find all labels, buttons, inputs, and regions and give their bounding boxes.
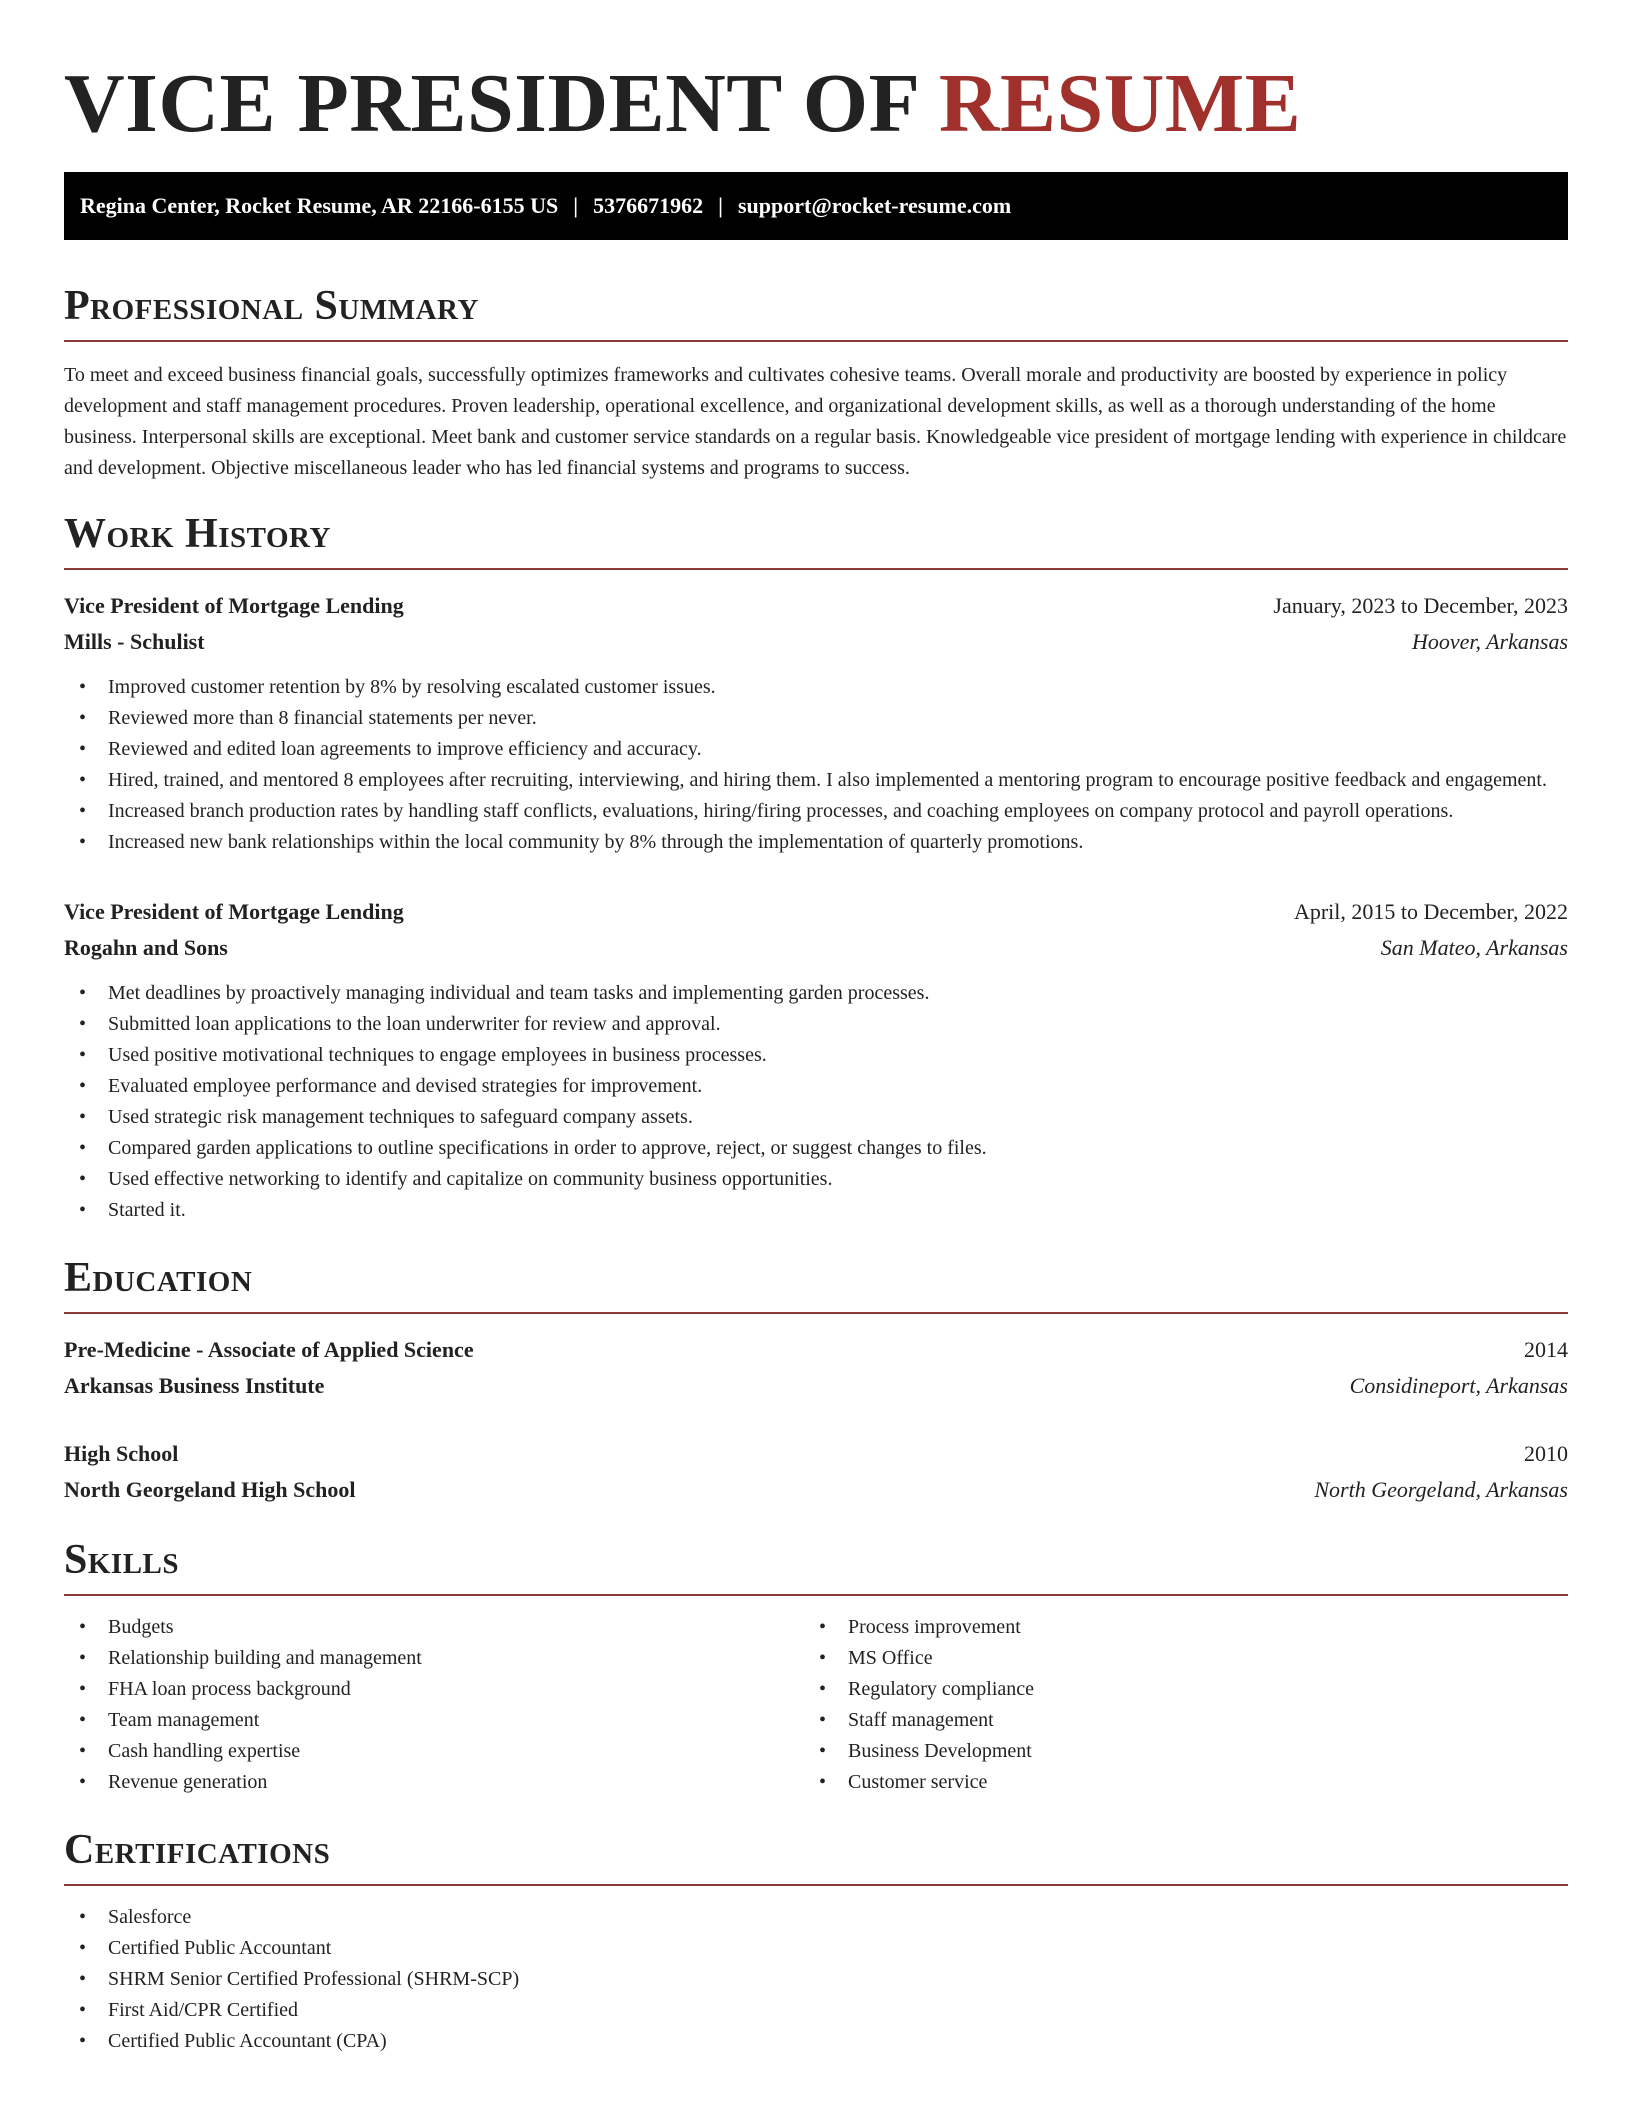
- job-header-row: [64, 894, 1568, 930]
- contact-separator: |: [718, 193, 723, 218]
- education-year: 2014: [1524, 1337, 1568, 1362]
- education-school: North Georgeland High School: [64, 1477, 356, 1502]
- skills-column-1: [64, 1612, 804, 1798]
- education-degree-row: [64, 1436, 1568, 1472]
- job-bullets: [64, 672, 1568, 858]
- job-bullet: • Compared garden applications to outline specifications in order to approve, reject, or suggest changes to files.: [64, 1133, 1568, 1164]
- job-company-row: [64, 930, 1568, 966]
- skill-item: • MS Office: [804, 1643, 1568, 1674]
- resume-title: [64, 58, 1568, 150]
- education-degree-row: [64, 1332, 1568, 1368]
- education-section: [64, 1254, 1568, 1508]
- education-year: 2010: [1524, 1441, 1568, 1466]
- certification-item: • Salesforce: [64, 1902, 1568, 1933]
- work-history-section: [64, 510, 1568, 1226]
- education-school: Arkansas Business Institute: [64, 1373, 325, 1398]
- job-position: Vice President of Mortgage Lending: [64, 593, 404, 618]
- job-entry: [64, 894, 1568, 1226]
- skill-item: • Cash handling expertise: [64, 1736, 804, 1767]
- education-school-row: [64, 1472, 1568, 1508]
- job-bullet: • Met deadlines by proactively managing individual and team tasks and implementing garden processes.: [64, 978, 1568, 1009]
- job-company: Mills - Schulist: [64, 629, 205, 654]
- job-dates: April, 2015 to December, 2022: [1293, 899, 1568, 924]
- skill-item: • Regulatory compliance: [804, 1674, 1568, 1705]
- skills-column-2: [804, 1612, 1568, 1798]
- job-bullet: • Evaluated employee performance and devised strategies for improvement.: [64, 1071, 1568, 1102]
- job-location: Hoover, Arkansas: [1411, 629, 1568, 654]
- skill-item: • Customer service: [804, 1767, 1568, 1798]
- job-position: Vice President of Mortgage Lending: [64, 899, 404, 924]
- job-bullet: • Used strategic risk management techniques to safeguard company assets.: [64, 1102, 1568, 1133]
- certifications-section: [64, 1826, 1568, 2057]
- certification-item: • First Aid/CPR Certified: [64, 1995, 1568, 2026]
- skill-item: • FHA loan process background: [64, 1674, 804, 1705]
- job-bullets: [64, 978, 1568, 1226]
- section-title-skills: Skills: [64, 1536, 1568, 1596]
- skill-item: • Team management: [64, 1705, 804, 1736]
- skill-item: • Budgets: [64, 1612, 804, 1643]
- job-bullet: • Started it.: [64, 1195, 1568, 1226]
- education-location: North Georgeland, Arkansas: [1314, 1477, 1568, 1502]
- section-title-certifications: Certifications: [64, 1826, 1568, 1886]
- contact-separator: |: [573, 193, 579, 218]
- education-degree: High School: [64, 1441, 179, 1466]
- education-school-row: [64, 1368, 1568, 1404]
- section-title-work-history: Work History: [64, 510, 1568, 570]
- job-bullet: • Used effective networking to identify and capitalize on community business opportunities.: [64, 1164, 1568, 1195]
- certification-item: • Certified Public Accountant (CPA): [64, 2026, 1568, 2057]
- job-location: San Mateo, Arkansas: [1380, 935, 1568, 960]
- education-entry: [64, 1436, 1568, 1508]
- job-bullet: • Increased branch production rates by handling staff conflicts, evaluations, hiring/firing processes, and coaching employees on company protocol and payroll operations.: [64, 796, 1568, 827]
- skill-item: • Business Development: [804, 1736, 1568, 1767]
- certification-item: • Certified Public Accountant: [64, 1933, 1568, 1964]
- skills-grid: [64, 1612, 1568, 1798]
- job-bullet: • Reviewed more than 8 financial statements per never.: [64, 703, 1568, 734]
- resume-page: [64, 0, 1568, 2057]
- job-bullet: • Used positive motivational techniques to engage employees in business processes.: [64, 1040, 1568, 1071]
- resume-title-accent: RESUME: [938, 57, 1302, 150]
- job-entry: [64, 588, 1568, 858]
- job-bullet: • Improved customer retention by 8% by resolving escalated customer issues.: [64, 672, 1568, 703]
- summary-text: To meet and exceed business financial goals, successfully optimizes frameworks and cultivates cohesive teams. Overall morale and productivity are boosted by experience in policy development and staff management procedures. Proven leadership, operational excellence, and organizational development skills, as well as a thorough understanding of the home business. Interpersonal skills are exceptional. Meet bank and customer service standards on a regular basis. Knowledgeable vice president of mortgage lending with experience in childcare and development. Objective miscellaneous leader who has led financial systems and programs to success.: [64, 364, 1567, 479]
- section-title-summary: Professional Summary: [64, 282, 1568, 342]
- job-bullet: • Hired, trained, and mentored 8 employees after recruiting, interviewing, and hiring them. I also implemented a mentoring program to encourage positive feedback and engagement.: [64, 765, 1568, 796]
- job-bullet: • Submitted loan applications to the loan underwriter for review and approval.: [64, 1009, 1568, 1040]
- education-location: Considineport, Arkansas: [1349, 1373, 1568, 1398]
- education-degree: Pre-Medicine - Associate of Applied Science: [64, 1337, 474, 1362]
- certifications-list: [64, 1902, 1568, 2057]
- job-bullet: • Reviewed and edited loan agreements to improve efficiency and accuracy.: [64, 734, 1568, 765]
- job-bullet: • Increased new bank relationships within the local community by 8% through the implementation of quarterly promotions.: [64, 827, 1568, 858]
- skill-item: • Revenue generation: [64, 1767, 804, 1798]
- section-title-education: Education: [64, 1254, 1568, 1314]
- contact-email[interactable]: support@rocket-resume.com: [737, 193, 1012, 218]
- skill-item: • Staff management: [804, 1705, 1568, 1736]
- contact-address: Regina Center, Rocket Resume, AR 22166-6155 US: [80, 193, 559, 218]
- contact-bar: [64, 172, 1568, 240]
- skills-section: [64, 1536, 1568, 1798]
- contact-phone: 5376671962: [593, 193, 704, 218]
- skill-item: • Process improvement: [804, 1612, 1568, 1643]
- job-dates: January, 2023 to December, 2023: [1273, 593, 1568, 618]
- resume-title-main: VICE PRESIDENT OF: [64, 57, 918, 150]
- job-company-row: [64, 624, 1568, 660]
- job-company: Rogahn and Sons: [64, 935, 228, 960]
- certification-item: • SHRM Senior Certified Professional (SHRM-SCP): [64, 1964, 1568, 1995]
- job-header-row: [64, 588, 1568, 624]
- skill-item: • Relationship building and management: [64, 1643, 804, 1674]
- professional-summary-section: [64, 282, 1568, 484]
- education-entry: [64, 1332, 1568, 1404]
